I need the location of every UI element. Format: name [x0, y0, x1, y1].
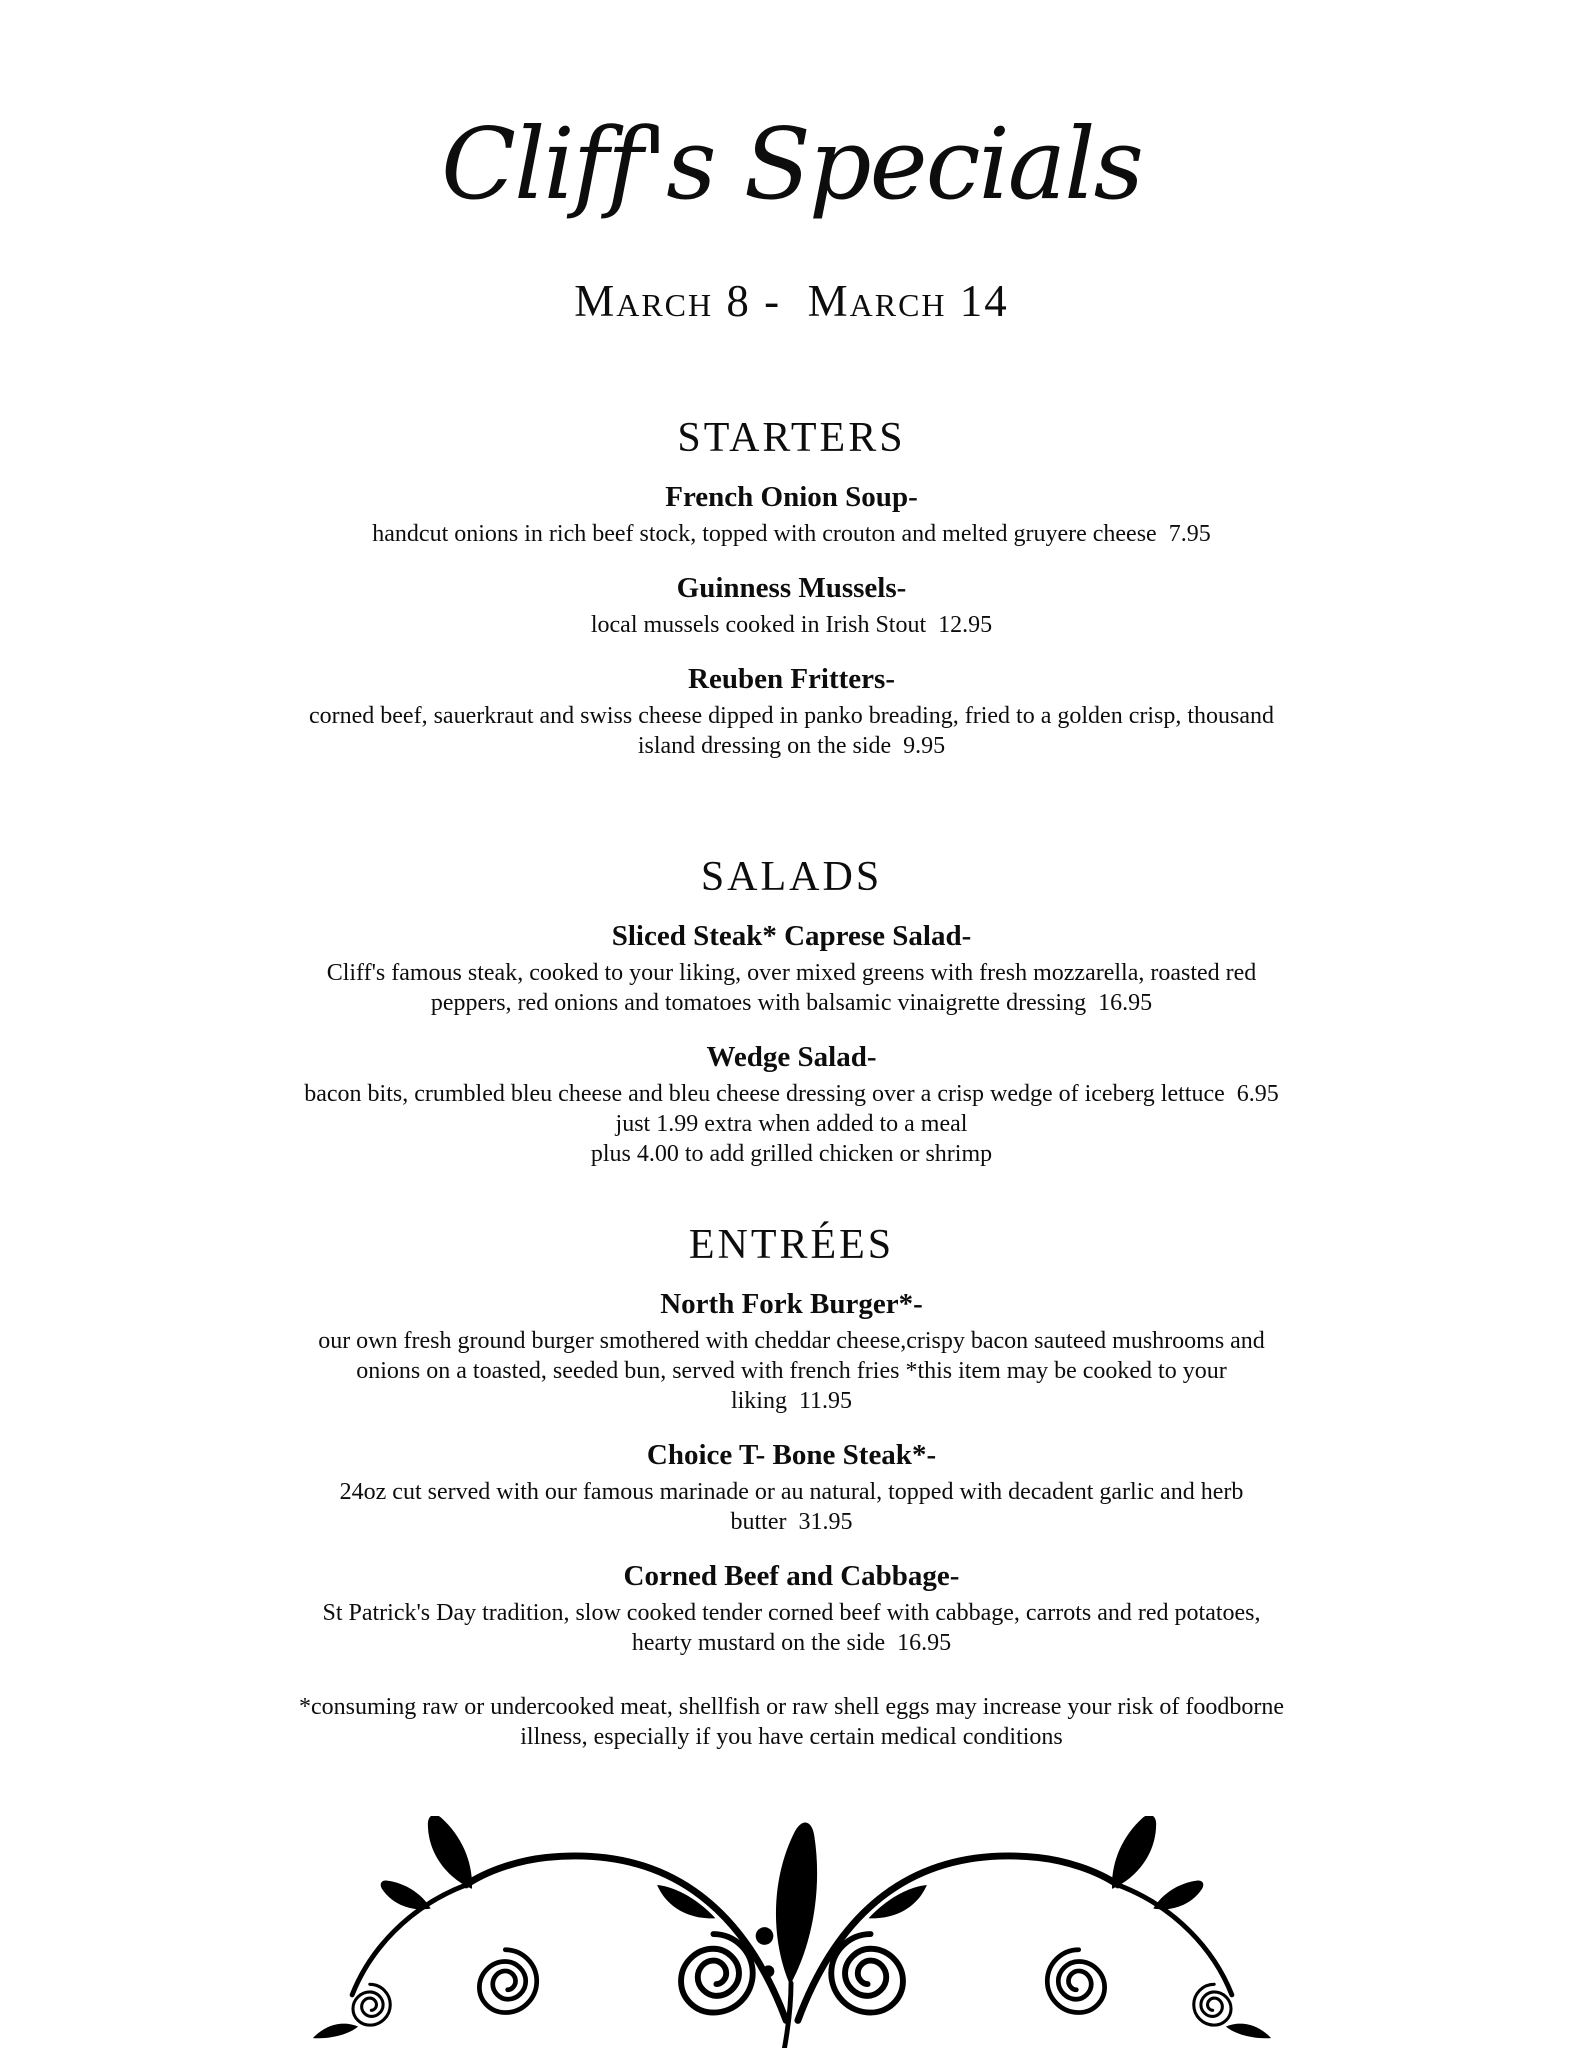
menu-item-name: North Fork Burger*- — [660, 1288, 923, 1320]
menu-item-description — [182, 1477, 1402, 1537]
menu-item-description-line: island dressing on the side 9.95 — [637, 733, 946, 759]
menu-item-description-line: liking 11.95 — [730, 1388, 853, 1414]
menu-item-description-line: St Patrick's Day tradition, slow cooked tender corned beef with cabbage, carrots and red potatoes, — [322, 1600, 1261, 1626]
menu-item-description-line: bacon bits, crumbled bleu cheese and bleu cheese dressing over a crisp wedge of iceberg lettuce 6.95 — [304, 1081, 1279, 1107]
menu-item-name: Reuben Fritters- — [688, 663, 895, 695]
menu-item-name: French Onion Soup- — [665, 481, 918, 513]
section-heading: ENTRÉES — [688, 1222, 895, 1268]
section-items — [182, 919, 1402, 1169]
menu-content — [182, 0, 1402, 1752]
menu-item-description — [182, 1326, 1402, 1416]
menu-section — [182, 853, 1402, 1169]
menu-item-description-line: just 1.99 extra when added to a meal — [615, 1111, 968, 1137]
menu-item-description-line: handcut onions in rich beef stock, topped with crouton and melted gruyere cheese 7.95 — [372, 521, 1211, 547]
menu-item-name: Choice T- Bone Steak*- — [646, 1439, 937, 1471]
menu-item — [182, 919, 1402, 1018]
menu-item-description-line: plus 4.00 to add grilled chicken or shrimp — [590, 1141, 993, 1167]
menu-item-description — [182, 958, 1402, 1018]
menu-item-description-line: butter 31.95 — [730, 1509, 853, 1535]
menu-item — [182, 1040, 1402, 1169]
floral-flourish-icon — [252, 1816, 1332, 2048]
menu-item-name: Corned Beef and Cabbage- — [623, 1560, 960, 1592]
menu-item-name: Guinness Mussels- — [676, 572, 907, 604]
menu-item — [182, 1559, 1402, 1658]
disclaimer-line: *consuming raw or undercooked meat, shellfish or raw shell eggs may increase your risk of foodborne — [298, 1694, 1285, 1720]
menu-body — [182, 414, 1402, 1658]
menu-item-description-line: local mussels cooked in Irish Stout 12.95 — [590, 612, 993, 638]
menu-item-name: Sliced Steak* Caprese Salad- — [611, 920, 972, 952]
menu-item — [182, 480, 1402, 549]
menu-item-description-line: corned beef, sauerkraut and swiss cheese dipped in panko breading, fried to a golden crisp, thousand — [308, 703, 1275, 729]
menu-date-range: March 8 - March 14 — [574, 276, 1009, 326]
section-heading: STARTERS — [677, 415, 906, 461]
menu-item-name: Wedge Salad- — [706, 1041, 877, 1073]
menu-header — [182, 70, 1402, 326]
menu-item-description — [182, 1598, 1402, 1658]
section-items — [182, 1287, 1402, 1658]
menu-item-description-line: peppers, red onions and tomatoes with balsamic vinaigrette dressing 16.95 — [430, 990, 1153, 1016]
menu-item-description-line: our own fresh ground burger smothered with cheddar cheese,crispy bacon sauteed mushrooms and — [318, 1328, 1265, 1354]
menu-title: Cliff's Specials — [441, 108, 1142, 222]
disclaimer-line: illness, especially if you have certain medical conditions — [520, 1724, 1063, 1750]
disclaimer — [182, 1692, 1402, 1752]
menu-item-description — [182, 519, 1402, 549]
section-heading: SALADS — [700, 854, 883, 900]
menu-item-description-line: hearty mustard on the side 16.95 — [631, 1630, 952, 1656]
menu-item-description-line: Cliff's famous steak, cooked to your liking, over mixed greens with fresh mozzarella, roasted red — [326, 960, 1257, 986]
menu-item — [182, 662, 1402, 761]
menu-item-description-line: onions on a toasted, seeded bun, served with french fries *this item may be cooked to your — [356, 1358, 1227, 1384]
menu-item — [182, 1438, 1402, 1537]
menu-item-description-line: 24oz cut served with our famous marinade or au natural, topped with decadent garlic and herb — [339, 1479, 1244, 1505]
menu-item-description — [182, 701, 1402, 761]
menu-item — [182, 1287, 1402, 1416]
menu-section — [182, 1221, 1402, 1658]
menu-item-description — [182, 1079, 1402, 1169]
menu-item — [182, 571, 1402, 640]
menu-item-description — [182, 610, 1402, 640]
section-items — [182, 480, 1402, 761]
menu-section — [182, 414, 1402, 761]
